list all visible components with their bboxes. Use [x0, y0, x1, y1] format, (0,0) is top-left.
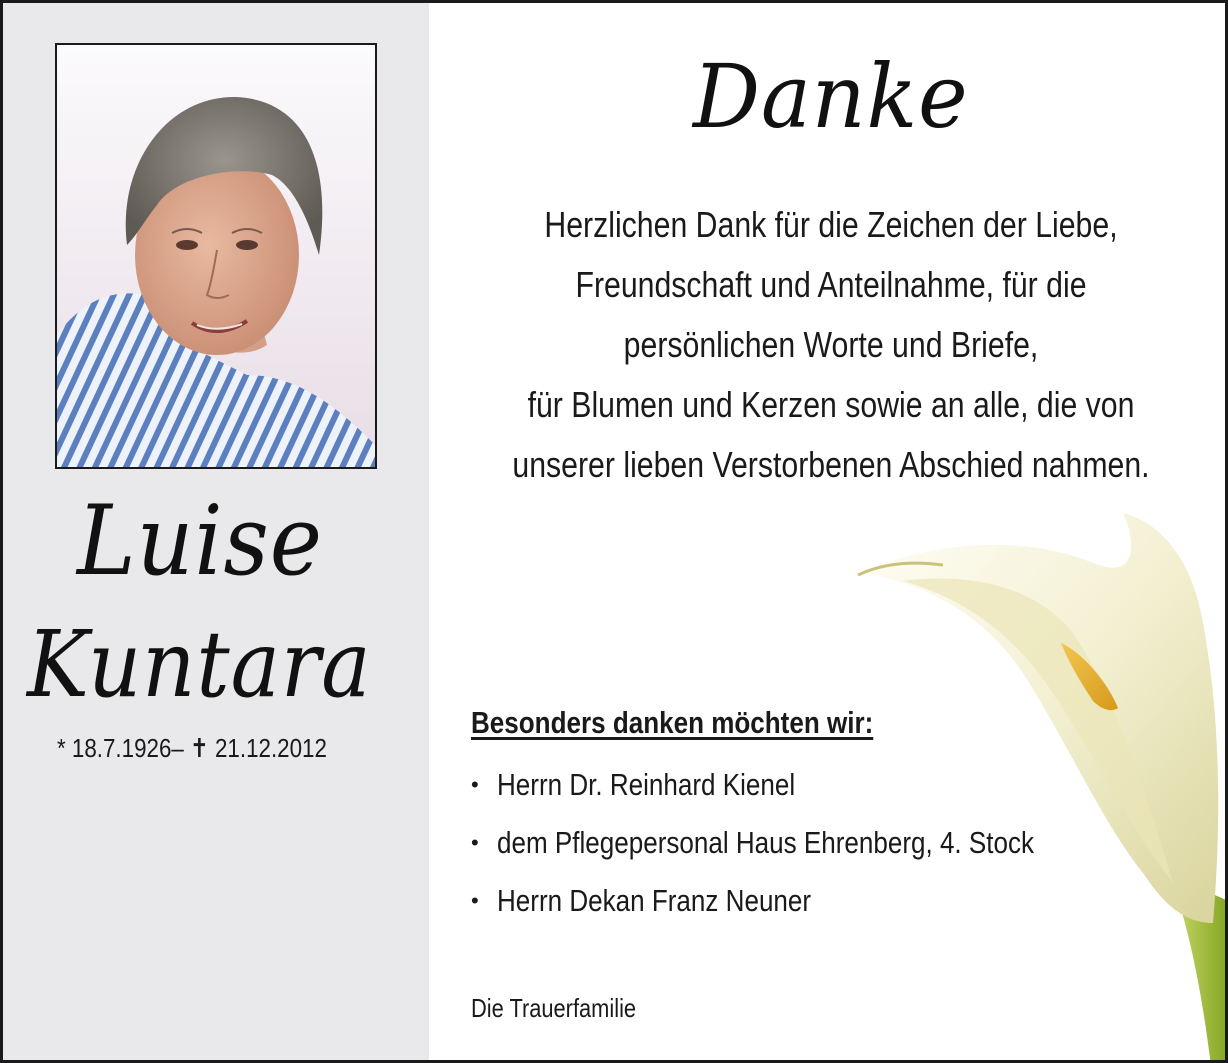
portrait-illustration	[57, 45, 375, 467]
thanks-paragraph	[431, 195, 1228, 495]
thanks-line: für Blumen und Kerzen sowie an alle, die von	[527, 384, 1135, 425]
signature: Die Trauerfamilie	[471, 993, 637, 1023]
thanks-line: Herzlichen Dank für die Zeichen der Liebe,	[544, 204, 1118, 245]
bullet: •	[471, 888, 479, 913]
left-panel	[3, 3, 429, 1060]
list-item	[471, 821, 1136, 879]
special-thanks-heading: Besonders danken möchten wir:	[471, 705, 874, 740]
life-dates: * 18.7.1926– ✝ 21.12.2012	[57, 733, 327, 763]
list-item-text: Herrn Dekan Franz Neuner	[497, 883, 812, 918]
portrait-photo	[55, 43, 377, 469]
bullet: •	[471, 772, 479, 797]
list-item-text: Herrn Dr. Reinhard Kienel	[497, 767, 796, 802]
special-thanks-list	[471, 763, 1136, 937]
deceased-last-name: Kuntara	[27, 611, 372, 718]
list-item	[471, 763, 1136, 821]
heading-danke: Danke	[693, 45, 969, 148]
thanks-line: persönlichen Worte und Briefe,	[623, 324, 1039, 365]
deceased-first-name: Luise	[77, 485, 323, 597]
list-item-text: dem Pflegepersonal Haus Ehrenberg, 4. Stock	[497, 825, 1035, 860]
bullet: •	[471, 830, 479, 855]
thanks-line: unserer lieben Verstorbenen Abschied nahmen.	[512, 444, 1150, 485]
list-item	[471, 879, 1136, 937]
thanks-line: Freundschaft und Anteilnahme, für die	[575, 264, 1087, 305]
